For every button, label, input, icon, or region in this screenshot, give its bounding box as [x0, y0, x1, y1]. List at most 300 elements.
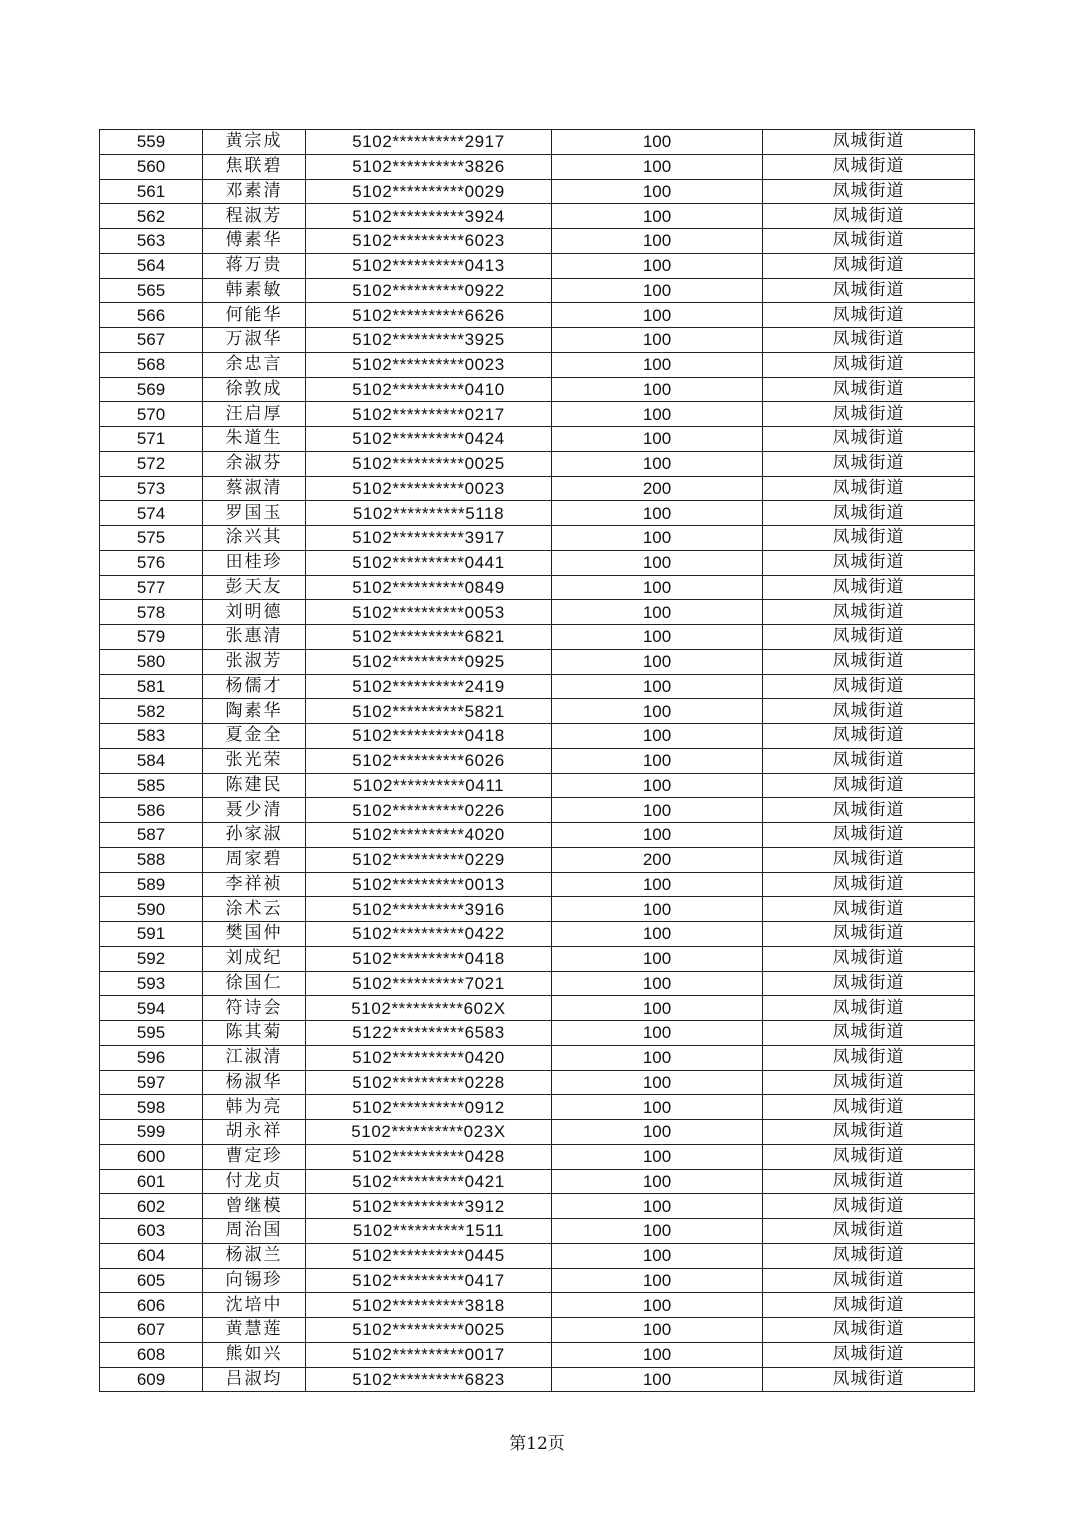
table-row: [100, 674, 975, 699]
name-cell: 杨儒才: [203, 674, 306, 699]
name-cell: 田桂珍: [203, 550, 306, 575]
id-number-cell: 5102**********2917: [306, 130, 552, 155]
table-row: [100, 253, 975, 278]
serial-number-cell: 577: [100, 575, 203, 600]
street-cell: 凤城街道: [763, 328, 975, 353]
name-cell: 周家碧: [203, 847, 306, 872]
amount-cell: 100: [552, 1194, 763, 1219]
serial-number-cell: 565: [100, 278, 203, 303]
serial-number-cell: 597: [100, 1070, 203, 1095]
street-cell: 凤城街道: [763, 1144, 975, 1169]
serial-number-cell: 607: [100, 1318, 203, 1343]
table-row: [100, 1243, 975, 1268]
table-row: [100, 501, 975, 526]
id-number-cell: 5102**********6821: [306, 625, 552, 650]
table-row: [100, 1318, 975, 1343]
name-cell: 周治国: [203, 1219, 306, 1244]
id-number-cell: 5102**********2419: [306, 674, 552, 699]
amount-cell: 100: [552, 823, 763, 848]
amount-cell: 100: [552, 1070, 763, 1095]
id-number-cell: 5102**********3912: [306, 1194, 552, 1219]
amount-cell: 100: [552, 600, 763, 625]
street-cell: 凤城街道: [763, 476, 975, 501]
name-cell: 邓素清: [203, 179, 306, 204]
amount-cell: 100: [552, 253, 763, 278]
amount-cell: 100: [552, 229, 763, 254]
amount-cell: 100: [552, 1120, 763, 1145]
street-cell: 凤城街道: [763, 1070, 975, 1095]
id-number-cell: 5102**********0228: [306, 1070, 552, 1095]
street-cell: 凤城街道: [763, 154, 975, 179]
amount-cell: 100: [552, 699, 763, 724]
id-number-cell: 5102**********0421: [306, 1169, 552, 1194]
amount-cell: 100: [552, 1268, 763, 1293]
amount-cell: 100: [552, 1293, 763, 1318]
roster-table: [99, 129, 975, 1392]
name-cell: 何能华: [203, 303, 306, 328]
id-number-cell: 5102**********1511: [306, 1219, 552, 1244]
table-row: [100, 872, 975, 897]
street-cell: 凤城街道: [763, 1342, 975, 1367]
amount-cell: 100: [552, 1367, 763, 1392]
name-cell: 杨淑兰: [203, 1243, 306, 1268]
serial-number-cell: 561: [100, 179, 203, 204]
table-row: [100, 427, 975, 452]
table-row: [100, 402, 975, 427]
id-number-cell: 5102**********0849: [306, 575, 552, 600]
page-number: 第12页: [509, 1434, 565, 1454]
table-row: [100, 130, 975, 155]
amount-cell: 100: [552, 130, 763, 155]
table-row: [100, 699, 975, 724]
table-row: [100, 823, 975, 848]
street-cell: 凤城街道: [763, 278, 975, 303]
id-number-cell: 5102**********6626: [306, 303, 552, 328]
id-number-cell: 5102**********023X: [306, 1120, 552, 1145]
table-row: [100, 1021, 975, 1046]
name-cell: 吕淑均: [203, 1367, 306, 1392]
serial-number-cell: 578: [100, 600, 203, 625]
id-number-cell: 5102**********3917: [306, 526, 552, 551]
name-cell: 聂少清: [203, 798, 306, 823]
street-cell: 凤城街道: [763, 303, 975, 328]
street-cell: 凤城街道: [763, 550, 975, 575]
serial-number-cell: 602: [100, 1194, 203, 1219]
serial-number-cell: 576: [100, 550, 203, 575]
id-number-cell: 5102**********0023: [306, 476, 552, 501]
table-row: [100, 600, 975, 625]
name-cell: 刘明德: [203, 600, 306, 625]
serial-number-cell: 562: [100, 204, 203, 229]
id-number-cell: 5102**********0428: [306, 1144, 552, 1169]
serial-number-cell: 593: [100, 971, 203, 996]
street-cell: 凤城街道: [763, 1268, 975, 1293]
amount-cell: 100: [552, 1144, 763, 1169]
table-row: [100, 1169, 975, 1194]
amount-cell: 100: [552, 1318, 763, 1343]
id-number-cell: 5102**********0023: [306, 352, 552, 377]
serial-number-cell: 595: [100, 1021, 203, 1046]
id-number-cell: 5102**********4020: [306, 823, 552, 848]
amount-cell: 100: [552, 748, 763, 773]
id-number-cell: 5102**********3826: [306, 154, 552, 179]
name-cell: 曹定珍: [203, 1144, 306, 1169]
id-number-cell: 5102**********0013: [306, 872, 552, 897]
amount-cell: 100: [552, 154, 763, 179]
serial-number-cell: 571: [100, 427, 203, 452]
name-cell: 曾继模: [203, 1194, 306, 1219]
amount-cell: 200: [552, 847, 763, 872]
name-cell: 熊如兴: [203, 1342, 306, 1367]
amount-cell: 100: [552, 427, 763, 452]
name-cell: 韩为亮: [203, 1095, 306, 1120]
serial-number-cell: 568: [100, 352, 203, 377]
amount-cell: 100: [552, 1243, 763, 1268]
id-number-cell: 5102**********6023: [306, 229, 552, 254]
street-cell: 凤城街道: [763, 600, 975, 625]
table-row: [100, 1219, 975, 1244]
table-row: [100, 1293, 975, 1318]
id-number-cell: 5102**********0217: [306, 402, 552, 427]
street-cell: 凤城街道: [763, 1243, 975, 1268]
serial-number-cell: 581: [100, 674, 203, 699]
serial-number-cell: 586: [100, 798, 203, 823]
serial-number-cell: 582: [100, 699, 203, 724]
serial-number-cell: 563: [100, 229, 203, 254]
id-number-cell: 5102**********0229: [306, 847, 552, 872]
amount-cell: 100: [552, 204, 763, 229]
id-number-cell: 5102**********0420: [306, 1045, 552, 1070]
serial-number-cell: 560: [100, 154, 203, 179]
table-row: [100, 1367, 975, 1392]
amount-cell: 100: [552, 278, 763, 303]
amount-cell: 100: [552, 798, 763, 823]
amount-cell: 100: [552, 897, 763, 922]
table-row: [100, 1268, 975, 1293]
street-cell: 凤城街道: [763, 1367, 975, 1392]
serial-number-cell: 588: [100, 847, 203, 872]
serial-number-cell: 570: [100, 402, 203, 427]
name-cell: 向锡珍: [203, 1268, 306, 1293]
street-cell: 凤城街道: [763, 526, 975, 551]
amount-cell: 100: [552, 303, 763, 328]
table-row: [100, 897, 975, 922]
name-cell: 夏金全: [203, 724, 306, 749]
name-cell: 张光荣: [203, 748, 306, 773]
serial-number-cell: 587: [100, 823, 203, 848]
name-cell: 涂术云: [203, 897, 306, 922]
name-cell: 黄宗成: [203, 130, 306, 155]
id-number-cell: 5102**********0418: [306, 946, 552, 971]
amount-cell: 100: [552, 1342, 763, 1367]
street-cell: 凤城街道: [763, 204, 975, 229]
amount-cell: 200: [552, 476, 763, 501]
amount-cell: 100: [552, 179, 763, 204]
street-cell: 凤城街道: [763, 352, 975, 377]
id-number-cell: 5102**********0418: [306, 724, 552, 749]
table-row: [100, 724, 975, 749]
table-row: [100, 229, 975, 254]
table-row: [100, 1045, 975, 1070]
name-cell: 傅素华: [203, 229, 306, 254]
serial-number-cell: 592: [100, 946, 203, 971]
amount-cell: 100: [552, 501, 763, 526]
serial-number-cell: 596: [100, 1045, 203, 1070]
serial-number-cell: 594: [100, 996, 203, 1021]
name-cell: 付龙贞: [203, 1169, 306, 1194]
id-number-cell: 5102**********0912: [306, 1095, 552, 1120]
serial-number-cell: 583: [100, 724, 203, 749]
serial-number-cell: 600: [100, 1144, 203, 1169]
id-number-cell: 5102**********5118: [306, 501, 552, 526]
street-cell: 凤城街道: [763, 773, 975, 798]
name-cell: 罗国玉: [203, 501, 306, 526]
serial-number-cell: 584: [100, 748, 203, 773]
street-cell: 凤城街道: [763, 1293, 975, 1318]
street-cell: 凤城街道: [763, 130, 975, 155]
name-cell: 江淑清: [203, 1045, 306, 1070]
street-cell: 凤城街道: [763, 402, 975, 427]
serial-number-cell: 604: [100, 1243, 203, 1268]
name-cell: 汪启厚: [203, 402, 306, 427]
amount-cell: 100: [552, 402, 763, 427]
serial-number-cell: 598: [100, 1095, 203, 1120]
amount-cell: 100: [552, 1095, 763, 1120]
street-cell: 凤城街道: [763, 179, 975, 204]
table-row: [100, 179, 975, 204]
amount-cell: 100: [552, 872, 763, 897]
id-number-cell: 5102**********0053: [306, 600, 552, 625]
amount-cell: 100: [552, 575, 763, 600]
name-cell: 徐敦成: [203, 377, 306, 402]
serial-number-cell: 569: [100, 377, 203, 402]
id-number-cell: 5122**********6583: [306, 1021, 552, 1046]
id-number-cell: 5102**********6823: [306, 1367, 552, 1392]
street-cell: 凤城街道: [763, 996, 975, 1021]
table-row: [100, 476, 975, 501]
name-cell: 孙家淑: [203, 823, 306, 848]
serial-number-cell: 580: [100, 649, 203, 674]
name-cell: 万淑华: [203, 328, 306, 353]
serial-number-cell: 590: [100, 897, 203, 922]
name-cell: 韩素敏: [203, 278, 306, 303]
table-row: [100, 303, 975, 328]
id-number-cell: 5102**********0226: [306, 798, 552, 823]
street-cell: 凤城街道: [763, 699, 975, 724]
amount-cell: 100: [552, 996, 763, 1021]
id-number-cell: 5102**********0445: [306, 1243, 552, 1268]
name-cell: 陈建民: [203, 773, 306, 798]
street-cell: 凤城街道: [763, 1021, 975, 1046]
amount-cell: 100: [552, 674, 763, 699]
serial-number-cell: 564: [100, 253, 203, 278]
street-cell: 凤城街道: [763, 501, 975, 526]
name-cell: 徐国仁: [203, 971, 306, 996]
street-cell: 凤城街道: [763, 946, 975, 971]
amount-cell: 100: [552, 946, 763, 971]
table-row: [100, 649, 975, 674]
name-cell: 陶素华: [203, 699, 306, 724]
name-cell: 余淑芬: [203, 451, 306, 476]
street-cell: 凤城街道: [763, 897, 975, 922]
table-row: [100, 1120, 975, 1145]
serial-number-cell: 605: [100, 1268, 203, 1293]
amount-cell: 100: [552, 1045, 763, 1070]
table-row: [100, 1095, 975, 1120]
serial-number-cell: 599: [100, 1120, 203, 1145]
table-row: [100, 1144, 975, 1169]
id-number-cell: 5102**********3818: [306, 1293, 552, 1318]
id-number-cell: 5102**********602X: [306, 996, 552, 1021]
street-cell: 凤城街道: [763, 1194, 975, 1219]
id-number-cell: 5102**********3925: [306, 328, 552, 353]
table-row: [100, 1194, 975, 1219]
serial-number-cell: 601: [100, 1169, 203, 1194]
name-cell: 胡永祥: [203, 1120, 306, 1145]
name-cell: 张淑芳: [203, 649, 306, 674]
name-cell: 黄慧莲: [203, 1318, 306, 1343]
street-cell: 凤城街道: [763, 229, 975, 254]
street-cell: 凤城街道: [763, 748, 975, 773]
street-cell: 凤城街道: [763, 1169, 975, 1194]
name-cell: 张惠清: [203, 625, 306, 650]
id-number-cell: 5102**********0922: [306, 278, 552, 303]
street-cell: 凤城街道: [763, 674, 975, 699]
amount-cell: 100: [552, 724, 763, 749]
name-cell: 刘成纪: [203, 946, 306, 971]
table-row: [100, 798, 975, 823]
street-cell: 凤城街道: [763, 1095, 975, 1120]
street-cell: 凤城街道: [763, 575, 975, 600]
table-row: [100, 847, 975, 872]
table-row: [100, 278, 975, 303]
table-row: [100, 526, 975, 551]
name-cell: 李祥祯: [203, 872, 306, 897]
table-row: [100, 773, 975, 798]
name-cell: 程淑芳: [203, 204, 306, 229]
roster-table-body: [100, 130, 975, 1392]
serial-number-cell: 585: [100, 773, 203, 798]
table-row: [100, 748, 975, 773]
table-row: [100, 451, 975, 476]
street-cell: 凤城街道: [763, 451, 975, 476]
street-cell: 凤城街道: [763, 1120, 975, 1145]
id-number-cell: 5102**********3924: [306, 204, 552, 229]
amount-cell: 100: [552, 526, 763, 551]
name-cell: 彭天友: [203, 575, 306, 600]
id-number-cell: 5102**********0025: [306, 1318, 552, 1343]
name-cell: 涂兴其: [203, 526, 306, 551]
serial-number-cell: 566: [100, 303, 203, 328]
street-cell: 凤城街道: [763, 1045, 975, 1070]
table-row: [100, 625, 975, 650]
amount-cell: 100: [552, 550, 763, 575]
id-number-cell: 5102**********0422: [306, 922, 552, 947]
amount-cell: 100: [552, 971, 763, 996]
street-cell: 凤城街道: [763, 1219, 975, 1244]
amount-cell: 100: [552, 649, 763, 674]
serial-number-cell: 591: [100, 922, 203, 947]
table-row: [100, 328, 975, 353]
table-row: [100, 154, 975, 179]
name-cell: 杨淑华: [203, 1070, 306, 1095]
table-row: [100, 946, 975, 971]
street-cell: 凤城街道: [763, 823, 975, 848]
name-cell: 蒋万贵: [203, 253, 306, 278]
street-cell: 凤城街道: [763, 377, 975, 402]
street-cell: 凤城街道: [763, 253, 975, 278]
street-cell: 凤城街道: [763, 724, 975, 749]
street-cell: 凤城街道: [763, 1318, 975, 1343]
amount-cell: 100: [552, 1169, 763, 1194]
amount-cell: 100: [552, 352, 763, 377]
id-number-cell: 5102**********0413: [306, 253, 552, 278]
amount-cell: 100: [552, 451, 763, 476]
name-cell: 符诗会: [203, 996, 306, 1021]
serial-number-cell: 608: [100, 1342, 203, 1367]
id-number-cell: 5102**********0029: [306, 179, 552, 204]
serial-number-cell: 589: [100, 872, 203, 897]
id-number-cell: 5102**********7021: [306, 971, 552, 996]
name-cell: 沈培中: [203, 1293, 306, 1318]
serial-number-cell: 603: [100, 1219, 203, 1244]
serial-number-cell: 567: [100, 328, 203, 353]
id-number-cell: 5102**********0025: [306, 451, 552, 476]
street-cell: 凤城街道: [763, 427, 975, 452]
street-cell: 凤城街道: [763, 922, 975, 947]
serial-number-cell: 574: [100, 501, 203, 526]
id-number-cell: 5102**********0411: [306, 773, 552, 798]
street-cell: 凤城街道: [763, 798, 975, 823]
serial-number-cell: 572: [100, 451, 203, 476]
amount-cell: 100: [552, 773, 763, 798]
name-cell: 焦联碧: [203, 154, 306, 179]
street-cell: 凤城街道: [763, 649, 975, 674]
id-number-cell: 5102**********0424: [306, 427, 552, 452]
street-cell: 凤城街道: [763, 872, 975, 897]
table-row: [100, 575, 975, 600]
table-row: [100, 377, 975, 402]
street-cell: 凤城街道: [763, 971, 975, 996]
name-cell: 樊国仲: [203, 922, 306, 947]
street-cell: 凤城街道: [763, 847, 975, 872]
table-row: [100, 922, 975, 947]
amount-cell: 100: [552, 377, 763, 402]
serial-number-cell: 559: [100, 130, 203, 155]
table-row: [100, 550, 975, 575]
id-number-cell: 5102**********0017: [306, 1342, 552, 1367]
serial-number-cell: 573: [100, 476, 203, 501]
amount-cell: 100: [552, 625, 763, 650]
table-row: [100, 204, 975, 229]
id-number-cell: 5102**********0925: [306, 649, 552, 674]
serial-number-cell: 606: [100, 1293, 203, 1318]
amount-cell: 100: [552, 328, 763, 353]
table-row: [100, 1070, 975, 1095]
amount-cell: 100: [552, 1219, 763, 1244]
id-number-cell: 5102**********0441: [306, 550, 552, 575]
id-number-cell: 5102**********0410: [306, 377, 552, 402]
name-cell: 陈其菊: [203, 1021, 306, 1046]
table-row: [100, 996, 975, 1021]
serial-number-cell: 575: [100, 526, 203, 551]
table-row: [100, 352, 975, 377]
table-row: [100, 971, 975, 996]
amount-cell: 100: [552, 922, 763, 947]
table-row: [100, 1342, 975, 1367]
street-cell: 凤城街道: [763, 625, 975, 650]
id-number-cell: 5102**********5821: [306, 699, 552, 724]
